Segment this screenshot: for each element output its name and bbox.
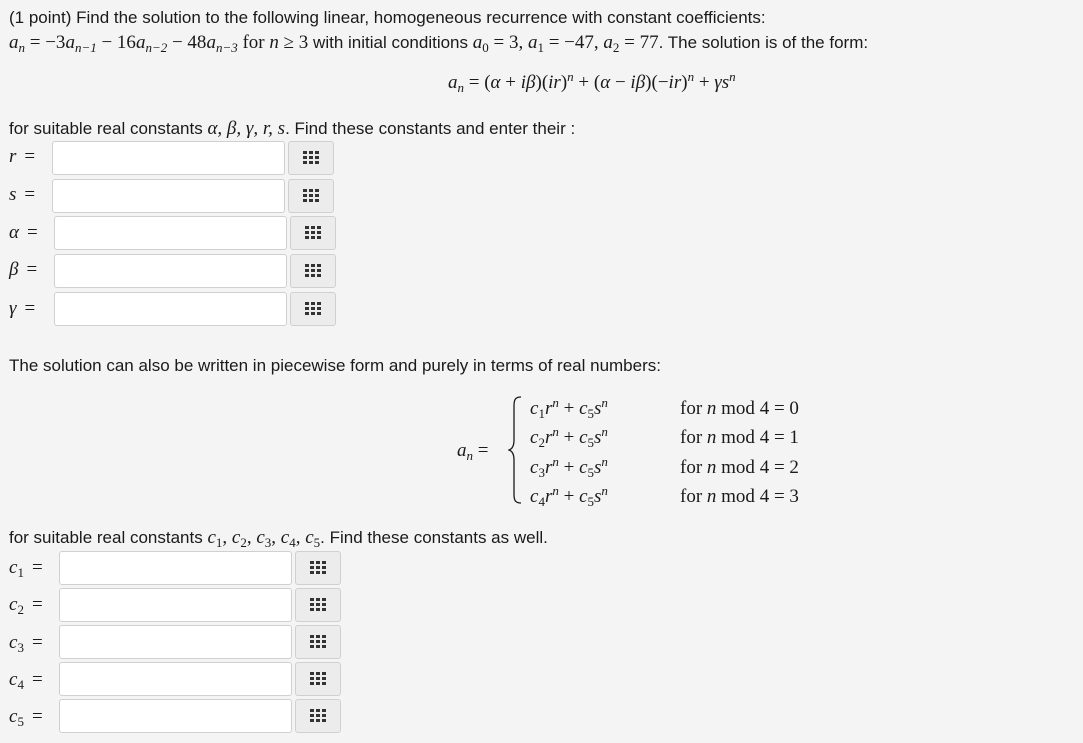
left-brace-icon (508, 396, 522, 504)
s-equation-button[interactable] (288, 179, 334, 213)
initial-conditions-text: with initial conditions (313, 33, 469, 52)
section2-intro: The solution can also be written in piecewise form and purely in terms of real numbers: (9, 356, 661, 375)
c4-input[interactable] (59, 662, 292, 696)
c3-equation-button[interactable] (295, 625, 341, 659)
beta-equation-button[interactable] (290, 254, 336, 288)
prompt-constants-2: for suitable real constants $c_1$, $c_2$, $c_3$, $c_4$, $c_5$. Find these constants as well. (9, 527, 548, 550)
equation-editor-icon (310, 635, 326, 649)
equation-editor-icon (303, 189, 319, 203)
case-condition: for n mod 4 = 3 (680, 486, 799, 507)
alpha-input[interactable] (54, 216, 287, 250)
c2-equation-button[interactable] (295, 588, 341, 622)
recurrence-tail: . The solution is of the form: (658, 33, 869, 52)
c5-input[interactable] (59, 699, 292, 733)
problem-intro: (1 point) Find the solution to the following linear, homogeneous recurrence with constant coefficients: (9, 8, 766, 27)
c2-input[interactable] (59, 588, 292, 622)
equation-editor-icon (310, 709, 326, 723)
gamma-equation-button[interactable] (290, 292, 336, 326)
case-row: $c_2r^n + c_5s^n$ (530, 424, 608, 450)
label-c2: $c_2$ = (9, 594, 43, 617)
equation-editor-icon (303, 151, 319, 165)
equation-editor-icon (310, 672, 326, 686)
recurrence-line: $a_n = -3a_{n-1} - 16a_{n-2} - 48a_{n-3}$ for n ≥ 3 with initial conditions $a_0 = 3$, $a_1 = -47$, $a_2 = 77$. The solution is of the form: (9, 32, 869, 55)
case-row: $c_4r^n + c_5s^n$ (530, 483, 608, 509)
general-form-equation: $a_n = (\alpha + i\beta)(ir)^n + (\alpha - i\beta)(-ir)^n + \gamma s^n$ (448, 69, 736, 95)
equation-editor-icon (305, 226, 321, 240)
case-row: $c_1r^n + c_5s^n$ (530, 395, 608, 421)
label-beta: β = (9, 259, 38, 280)
equation-editor-icon (310, 561, 326, 575)
case-row: $c_3r^n + c_5s^n$ (530, 454, 608, 480)
label-s: s = (9, 184, 36, 205)
r-input[interactable] (52, 141, 285, 175)
beta-input[interactable] (54, 254, 287, 288)
c1-input[interactable] (59, 551, 292, 585)
equation-editor-icon (310, 598, 326, 612)
label-c1: $c_1$ = (9, 557, 43, 580)
label-alpha: α = (9, 222, 38, 243)
label-gamma: γ = (9, 298, 36, 319)
equation-editor-icon (305, 302, 321, 316)
c4-equation-button[interactable] (295, 662, 341, 696)
prompt-constants-1: for suitable real constants α, β, γ, r, s. Find these constants and enter their : (9, 118, 576, 139)
case-condition: for n mod 4 = 2 (680, 457, 799, 478)
case-condition: for n mod 4 = 0 (680, 398, 799, 419)
alpha-equation-button[interactable] (290, 216, 336, 250)
label-r: r = (9, 146, 36, 167)
r-equation-button[interactable] (288, 141, 334, 175)
s-input[interactable] (52, 179, 285, 213)
piecewise-lhs: $a_n$ = (457, 440, 489, 463)
gamma-input[interactable] (54, 292, 287, 326)
label-c5: $c_5$ = (9, 706, 43, 729)
c5-equation-button[interactable] (295, 699, 341, 733)
label-c3: $c_3$ = (9, 632, 43, 655)
label-c4: $c_4$ = (9, 669, 43, 692)
equation-editor-icon (305, 264, 321, 278)
case-condition: for n mod 4 = 1 (680, 427, 799, 448)
c1-equation-button[interactable] (295, 551, 341, 585)
c3-input[interactable] (59, 625, 292, 659)
